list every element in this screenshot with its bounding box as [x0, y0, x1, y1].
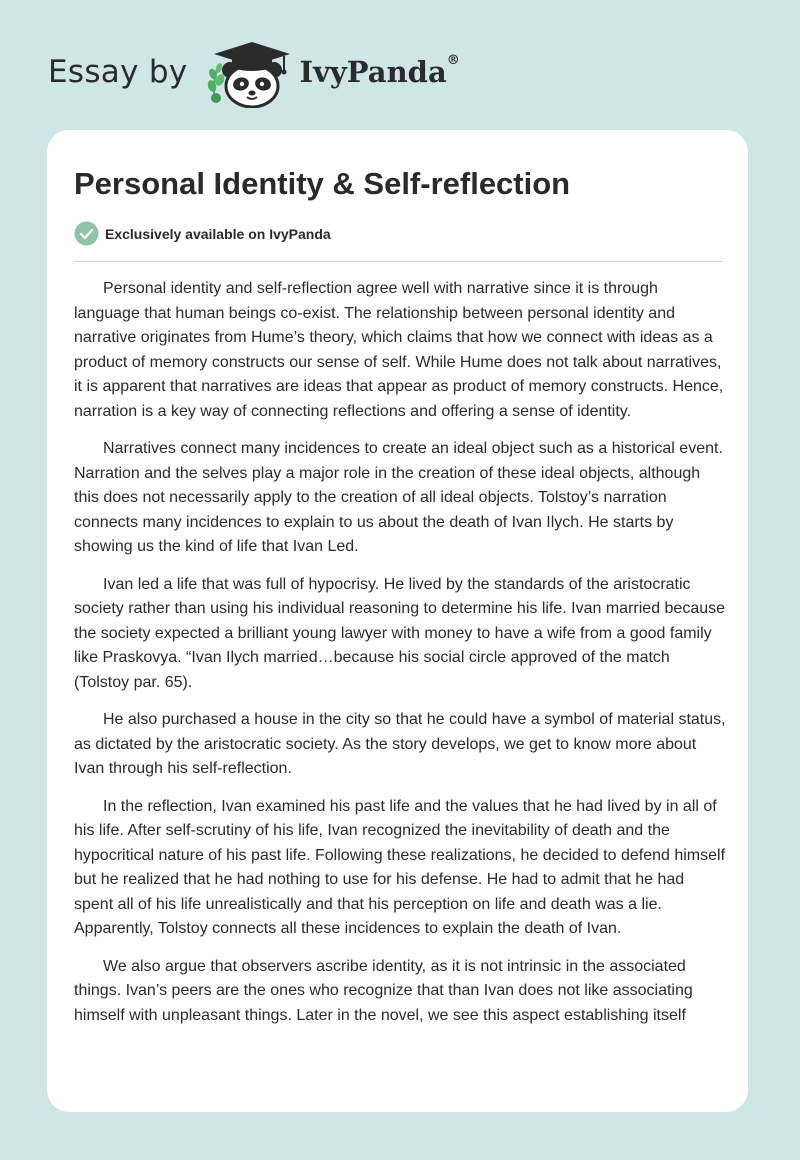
exclusive-badge	[74, 221, 331, 246]
essay-paragraph: Narratives connect many incidences to create an ideal object such as a historical event. Narration and the selves play a major role in the creation of these ideal objects, although this does not necessarily apply to the creation of all ideal objects. Tolstoy’s narration connects many incidences to explain to us about the death of Ivan Ilych. He starts by showing us the kind of life that Ivan Led.	[74, 440, 723, 555]
site-header	[48, 36, 460, 108]
check-circle-icon	[74, 221, 99, 246]
essay-paragraph: He also purchased a house in the city so that he could have a symbol of material status, as dictated by the aristocratic society. As the story develops, we get to know more about Ivan through his self-reflection.	[74, 711, 726, 777]
essay-paragraph: Ivan led a life that was full of hypocrisy. He lived by the standards of the aristocratic society rather than using his individual reasoning to determine his life. Ivan married because the society expected a brilliant young lawyer with money to have a wife from a good family like Praskovya. “Ivan Ilych married…because his social circle approved of the match (Tolstoy par. 65).	[74, 575, 726, 691]
exclusive-label: Exclusively available on IvyPanda	[105, 225, 331, 242]
page-title: Personal Identity & Self-reflection	[74, 166, 571, 201]
essay-card	[47, 130, 748, 1112]
essay-paragraph: In the reflection, Ivan examined his past life and the values that he had lived by in all of his life. After self-scrutiny of his life, Ivan recognized the inevitability of death and the hypocritical nature of his past life. Following these realizations, he decided to defend himself but he realized that he had nothing to use for his defense. He had to admit that he had spent all of his life unrealistically and that his perception on life and death was a lie. Apparently, Tolstoy connects all these incidences to explain the death of Ivan.	[74, 797, 726, 937]
panda-graduation-cap-icon[interactable]	[204, 36, 296, 108]
title-divider	[74, 261, 723, 262]
ivypanda-brand-name[interactable]: IvyPanda®	[299, 52, 460, 89]
essay-paragraph: Personal identity and self-reflection agree well with narrative since it is through language that human beings co-exist. The relationship between personal identity and narrative originates from Hume’s theory, which claims that how we connect with ideas as a product of memory constructs our sense of self. While Hume does not talk about narratives, it is apparent that narratives are ideas that appear as product of memory constructs. Hence, narration is a key way of connecting reflections and offering a sense of identity.	[74, 280, 724, 420]
essay-body	[74, 277, 726, 1041]
registered-mark: ®	[446, 52, 460, 68]
essay-by-label: Essay by	[48, 53, 188, 90]
essay-paragraph: We also argue that observers ascribe identity, as it is not intrinsic in the associated things. Ivan’s peers are the ones who recognize that than Ivan does not like associating himself with unpleasant things. Later in the novel, we see this aspect establishing itself	[74, 957, 693, 1024]
